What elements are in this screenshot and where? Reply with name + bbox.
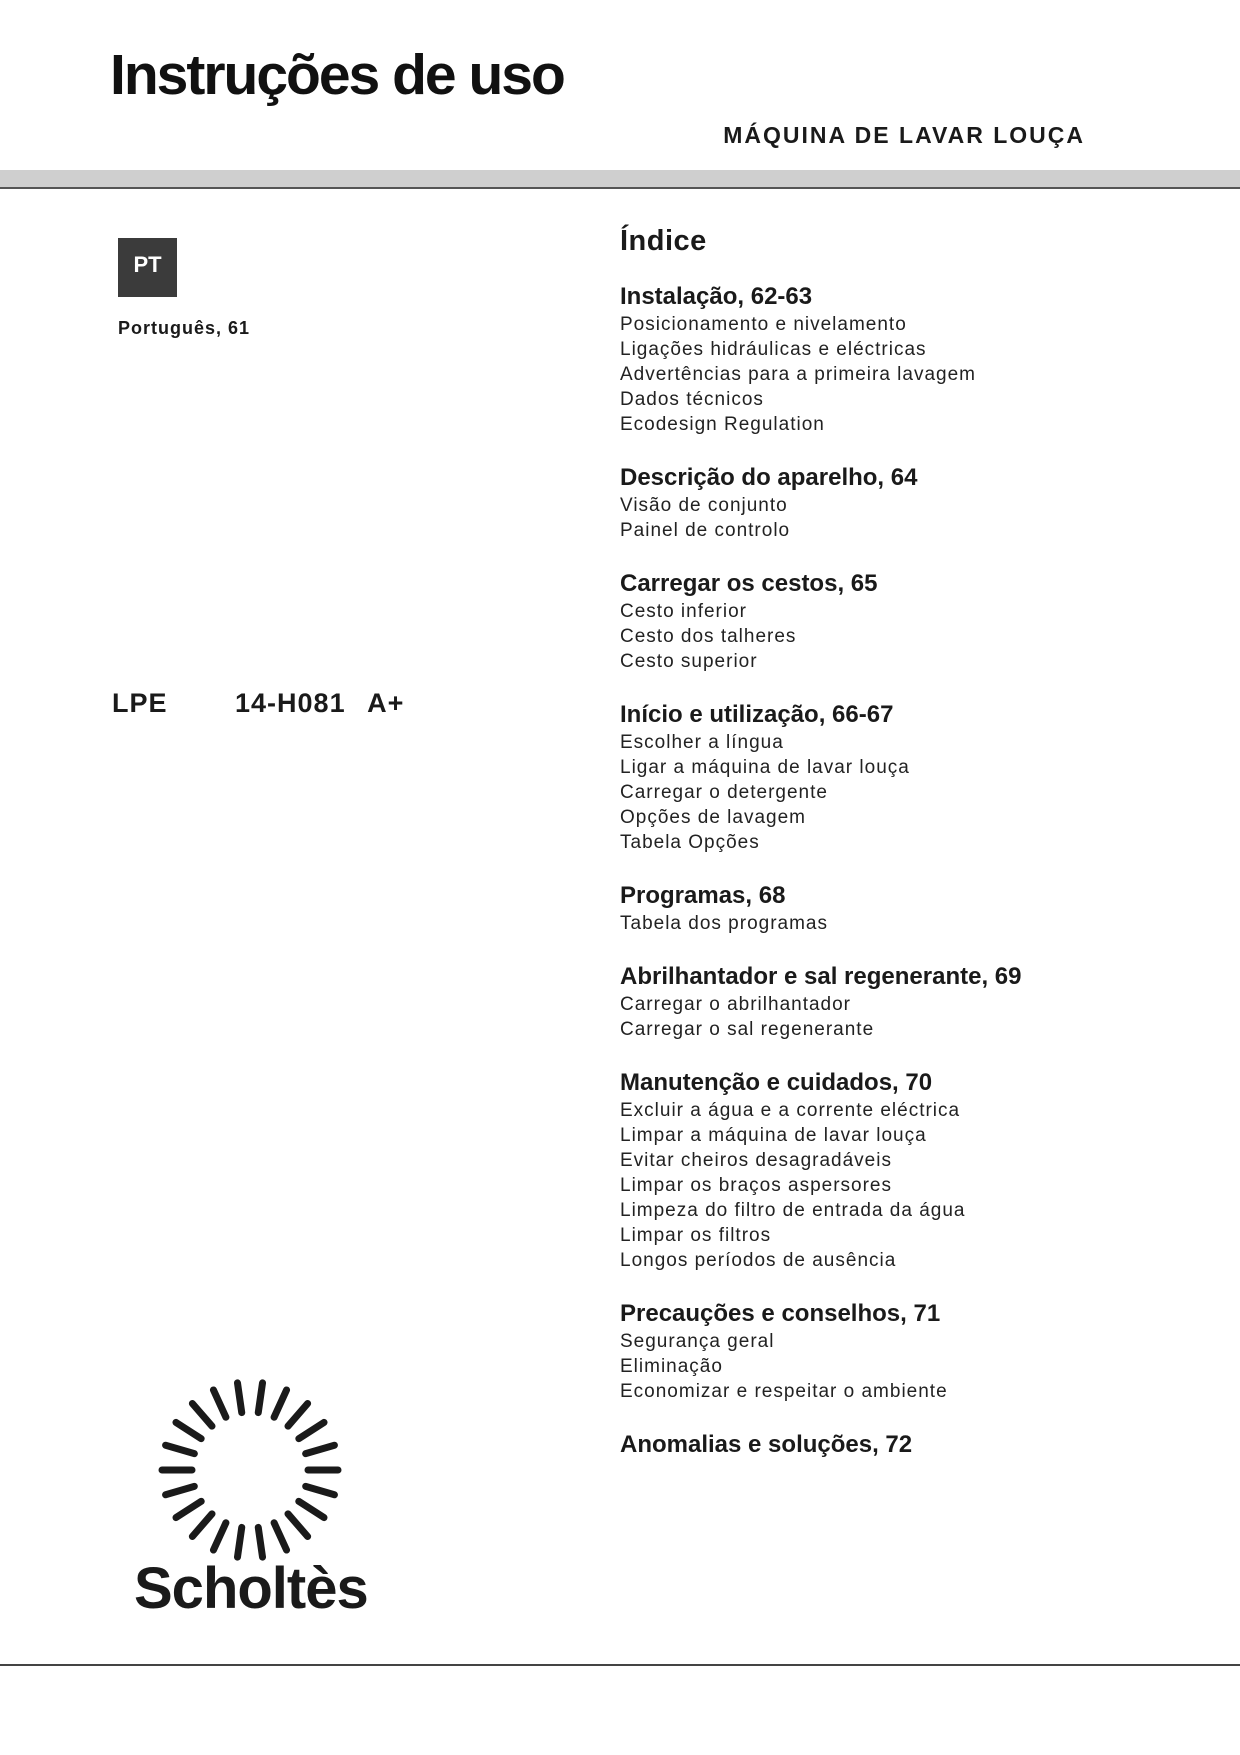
toc-item: Posicionamento e nivelamento (620, 314, 907, 335)
language-badge: PT (118, 238, 177, 297)
header-divider-bar (0, 170, 1240, 189)
toc-item-list (620, 599, 1180, 674)
toc-section (620, 463, 1180, 543)
model-number: LPE 14-H081 A+ (112, 688, 405, 718)
toc-item-list (620, 730, 1180, 855)
toc-section (620, 881, 1180, 936)
toc-section-heading: Instalação, 62-63 (620, 283, 813, 310)
toc-item: Dados técnicos (620, 389, 764, 410)
toc-section-heading: Carregar os cestos, 65 (620, 570, 878, 597)
toc-item: Escolher a língua (620, 732, 784, 753)
toc-section (620, 700, 1180, 855)
toc-item-list (620, 911, 1180, 936)
logo-ray (176, 1501, 201, 1517)
toc-title: Índice (620, 225, 707, 257)
toc-item: Carregar o sal regenerante (620, 1019, 875, 1040)
toc-item: Visão de conjunto (620, 495, 788, 516)
toc-section-heading: Manutenção e cuidados, 70 (620, 1069, 933, 1096)
toc-section (620, 569, 1180, 674)
toc-section-list (620, 282, 1180, 1460)
toc-section (620, 282, 1180, 437)
toc-section-heading: Precauções e conselhos, 71 (620, 1300, 941, 1327)
toc-item: Ligar a máquina de lavar louça (620, 757, 910, 778)
table-of-contents (620, 225, 1180, 1486)
toc-item: Longos períodos de ausência (620, 1250, 897, 1271)
toc-section (620, 1430, 1180, 1460)
brand-logo-text: Scholtès (134, 1556, 368, 1621)
logo-ray (299, 1501, 324, 1517)
page-title: Instruções de uso (110, 43, 564, 107)
toc-section-heading: Início e utilização, 66-67 (620, 701, 894, 728)
logo-ray (176, 1422, 201, 1438)
toc-item: Limpar os filtros (620, 1225, 772, 1246)
toc-item-list (620, 1329, 1180, 1404)
toc-section-heading: Anomalias e soluções, 72 (620, 1431, 913, 1458)
toc-item: Carregar o detergente (620, 782, 828, 803)
toc-item-list (620, 1098, 1180, 1273)
toc-section (620, 962, 1180, 1042)
logo-ray (213, 1523, 225, 1550)
toc-item: Limpar os braços aspersores (620, 1175, 892, 1196)
toc-section (620, 1068, 1180, 1273)
toc-item: Eliminação (620, 1356, 723, 1377)
brand-logo-graphic (130, 1370, 380, 1580)
toc-item: Economizar e respeitar o ambiente (620, 1381, 948, 1402)
logo-ray (237, 1527, 241, 1557)
logo-ray (299, 1422, 324, 1438)
logo-ray (258, 1383, 262, 1413)
logo-ray (258, 1527, 262, 1557)
logo-ray (274, 1390, 286, 1417)
logo-ray (274, 1523, 286, 1550)
logo-ray (306, 1486, 335, 1494)
toc-item: Excluir a água e a corrente eléctrica (620, 1100, 961, 1121)
footer-divider (0, 1664, 1240, 1666)
logo-ray (213, 1390, 225, 1417)
product-type: MÁQUINA DE LAVAR LOUÇA (723, 122, 1085, 148)
toc-section-heading: Descrição do aparelho, 64 (620, 464, 918, 491)
logo-ray (192, 1514, 212, 1537)
toc-item: Carregar o abrilhantador (620, 994, 852, 1015)
toc-item: Segurança geral (620, 1331, 775, 1352)
toc-item: Opções de lavagem (620, 807, 806, 828)
logo-ray (166, 1445, 195, 1453)
toc-item: Cesto dos talheres (620, 626, 797, 647)
toc-item-list (620, 493, 1180, 543)
toc-section (620, 1299, 1180, 1404)
toc-item: Cesto superior (620, 651, 758, 672)
toc-item: Painel de controlo (620, 520, 791, 541)
toc-item: Tabela Opções (620, 832, 760, 853)
toc-item: Tabela dos programas (620, 913, 828, 934)
language-label: Português, 61 (118, 318, 251, 338)
toc-item: Ecodesign Regulation (620, 414, 825, 435)
toc-item: Cesto inferior (620, 601, 747, 622)
logo-ray (192, 1403, 212, 1426)
logo-ray (166, 1486, 195, 1494)
toc-item: Evitar cheiros desagradáveis (620, 1150, 892, 1171)
toc-section-heading: Programas, 68 (620, 882, 786, 909)
toc-item-list (620, 992, 1180, 1042)
toc-item: Limpeza do filtro de entrada da água (620, 1200, 966, 1221)
logo-ray (306, 1445, 335, 1453)
toc-item: Limpar a máquina de lavar louça (620, 1125, 927, 1146)
logo-ray (288, 1514, 308, 1537)
toc-item: Ligações hidráulicas e eléctricas (620, 339, 927, 360)
toc-item-list (620, 312, 1180, 437)
logo-ray (237, 1383, 241, 1413)
toc-section-heading: Abrilhantador e sal regenerante, 69 (620, 963, 1022, 990)
logo-ray (288, 1403, 308, 1426)
toc-item: Advertências para a primeira lavagem (620, 364, 976, 385)
